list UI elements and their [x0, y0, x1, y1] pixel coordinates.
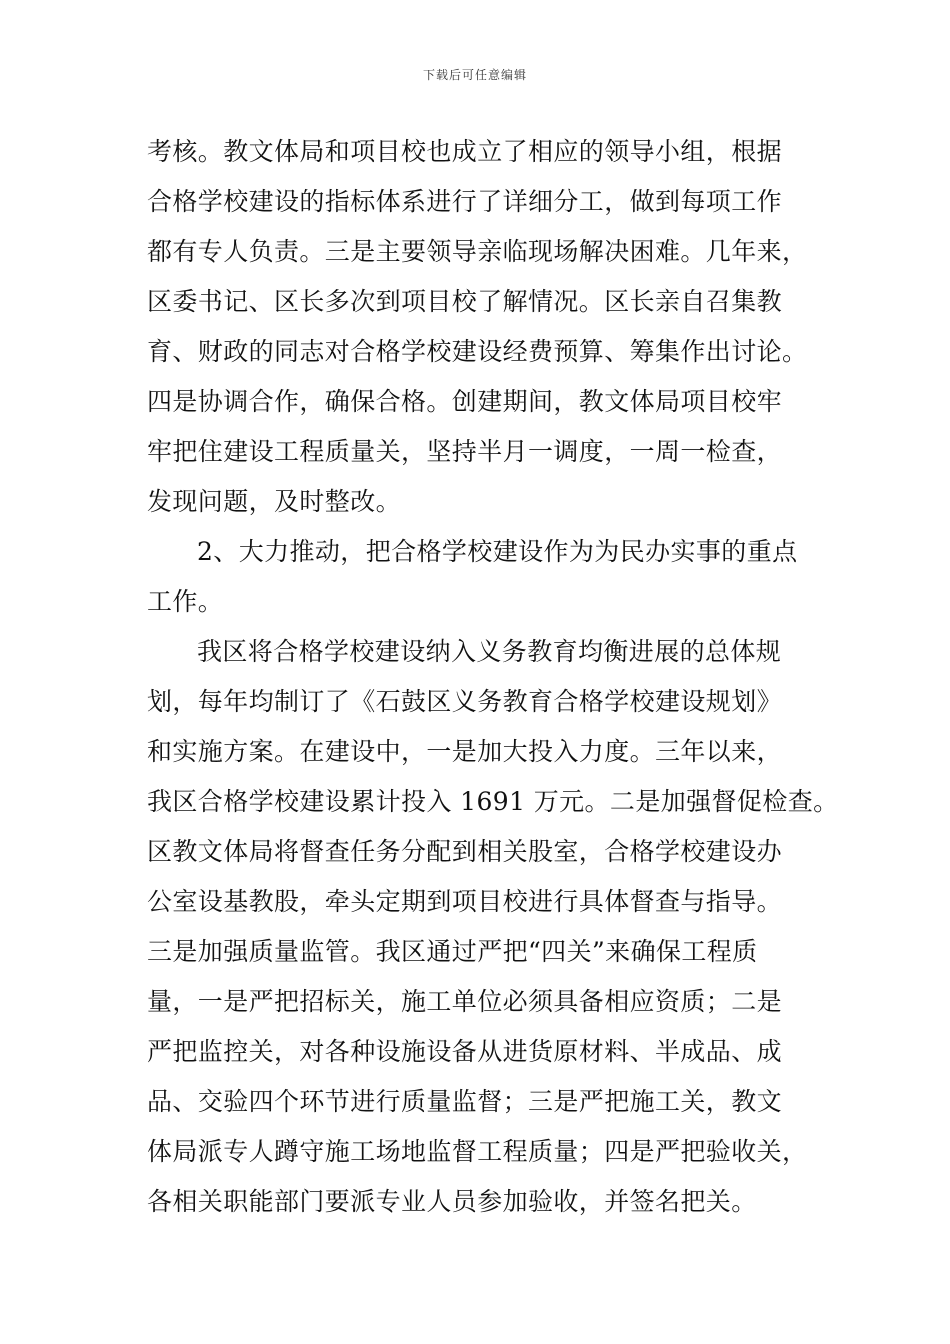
text-line: 我区合格学校建设累计投入 1691 万元。二是加强督促检查。: [147, 787, 839, 816]
text-line: 合格学校建设的指标体系进行了详细分工，做到每项工作: [147, 187, 783, 216]
text-line: 都有专人负责。三是主要领导亲临现场解决困难。几年来，: [147, 237, 808, 266]
text-line: 品、交验四个环节进行质量监督；三是严把施工关，教文: [147, 1087, 783, 1116]
paragraph-start: 我区将合格学校建设纳入义务教育均衡进展的总体规: [197, 637, 782, 666]
section-heading-cont: 工作。: [147, 587, 224, 616]
text-line: 量，一是严把招标关，施工单位必须具备相应资质；二是: [147, 987, 783, 1016]
document-body: [147, 131, 839, 1231]
text-line: 体局派专人蹲守施工场地监督工程质量；四是严把验收关，: [147, 1137, 808, 1166]
text-line: 区教文体局将督查任务分配到相关股室，合格学校建设办: [147, 837, 783, 866]
text-line: 考核。教文体局和项目校也成立了相应的领导小组，根据: [147, 137, 783, 166]
text-line: 公室设基教股，牵头定期到项目校进行具体督查与指导。: [147, 887, 783, 916]
text-line: 育、财政的同志对合格学校建设经费预算、筹集作出讨论。: [147, 337, 808, 366]
text-line: 各相关职能部门要派专业人员参加验收，并签名把关。: [147, 1187, 757, 1216]
section-heading: 2、大力推动，把合格学校建设作为为民办实事的重点: [197, 537, 798, 566]
text-line: 和实施方案。在建设中，一是加大投入力度。三年以来，: [147, 737, 783, 766]
text-line: 严把监控关，对各种设施设备从进货原材料、半成品、成: [147, 1037, 783, 1066]
text-line: 牢把住建设工程质量关，坚持半月一调度，一周一检查，: [147, 437, 783, 466]
page-header: 下载后可任意编辑: [422, 68, 527, 82]
text-line: 三是加强质量监管。我区通过严把“四关”来确保工程质: [147, 937, 758, 966]
text-line: 区委书记、区长多次到项目校了解情况。区长亲自召集教: [147, 287, 783, 316]
text-line: 划，每年均制订了《石鼓区义务教育合格学校建设规划》: [147, 687, 783, 716]
text-line: 发现问题，及时整改。: [147, 487, 402, 516]
text-line: 四是协调合作，确保合格。创建期间，教文体局项目校牢: [147, 387, 783, 416]
